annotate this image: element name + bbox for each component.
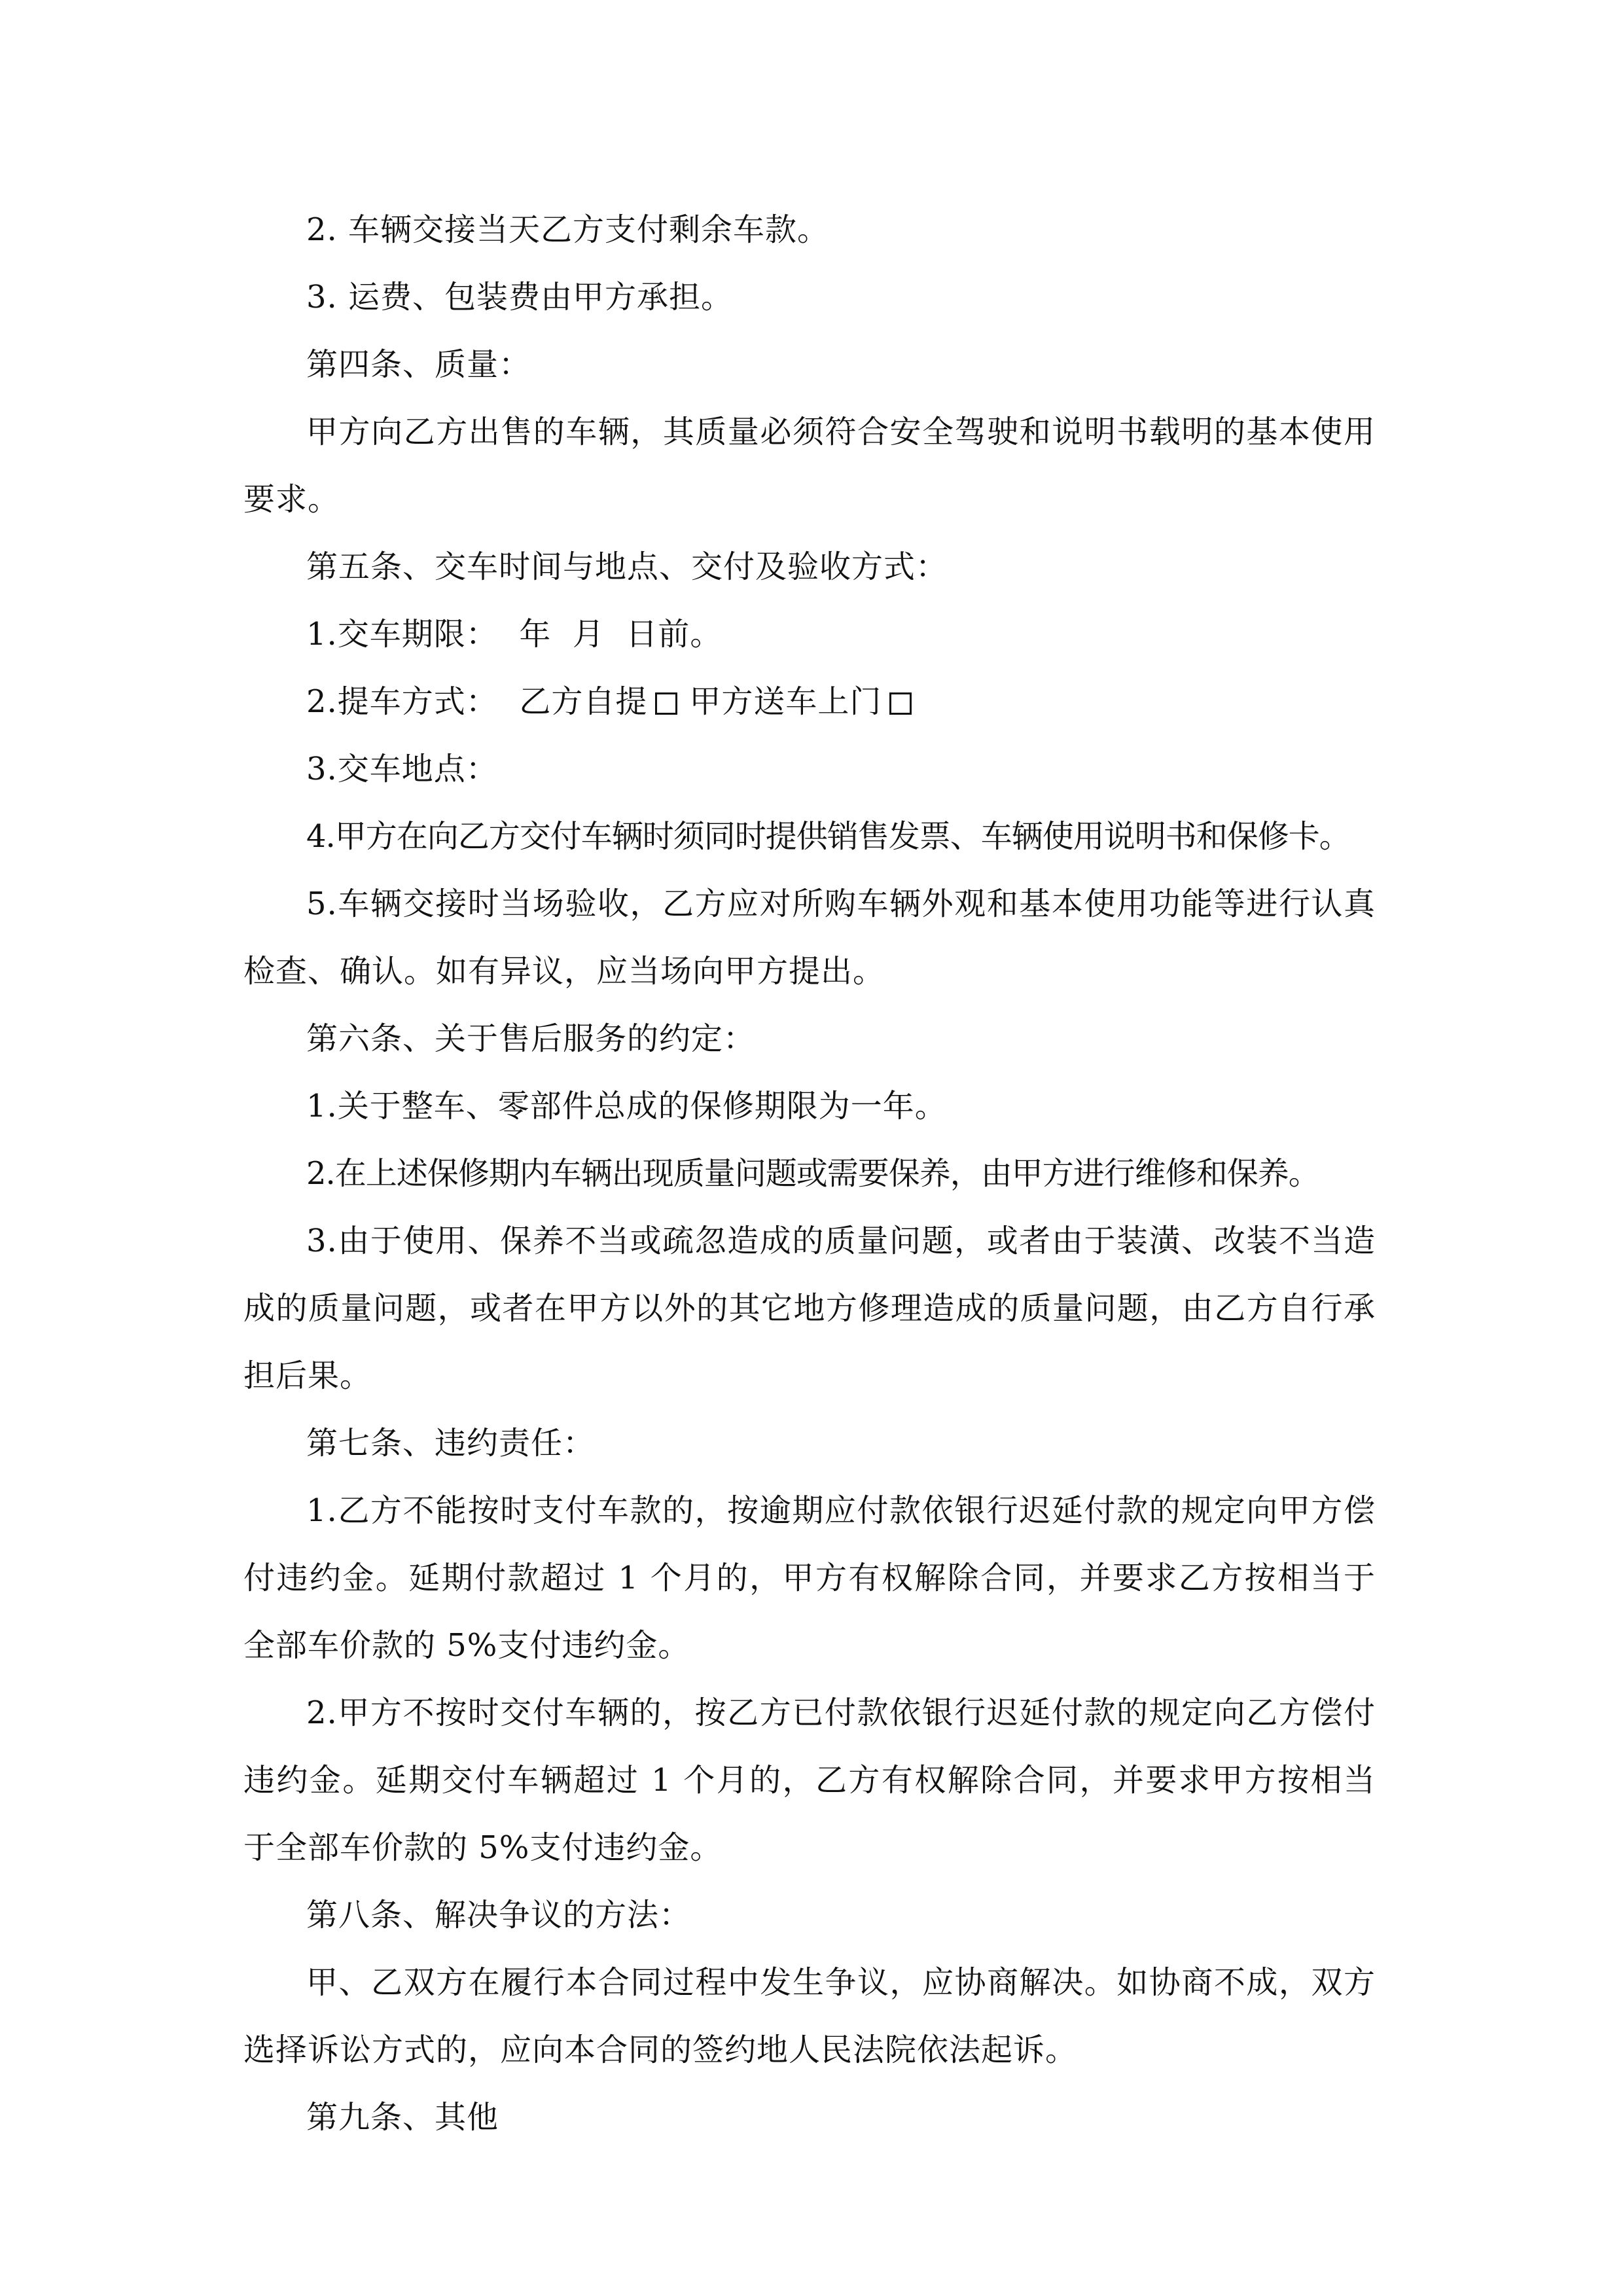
paragraph-dispute: 甲、乙双方在履行本合同过程中发生争议，应协商解决。如协商不成，双方选择诉讼方式的，应向本合同的签约地人民法院依法起诉。 xyxy=(243,1964,1376,2068)
heading-article-6: 第六条、关于售后服务的约定： xyxy=(306,1020,756,1057)
paragraph-documents: 4.甲方在向乙方交付车辆时须同时提供销售发票、车辆使用说明书和保修卡。 xyxy=(306,818,1350,855)
paragraph-quality: 甲方向乙方出售的车辆，其质量必须符合安全驾驶和说明书载明的基本使用要求。 xyxy=(243,414,1376,518)
contract-body xyxy=(243,196,1376,2151)
home-delivery-checkbox[interactable] xyxy=(889,692,912,715)
paragraph-warranty-service: 2.在上述保修期内车辆出现质量问题或需要保养，由甲方进行维修和保养。 xyxy=(306,1155,1319,1192)
paragraph-freight: 3. 运费、包装费由甲方承担。 xyxy=(306,279,734,315)
paragraph-delivery-payment: 2. 车辆交接当天乙方支付剩余车款。 xyxy=(306,211,830,248)
pickup-label: 2.提车方式： 乙方自提 xyxy=(306,683,648,720)
paragraph-warranty-period: 1.关于整车、零部件总成的保修期限为一年。 xyxy=(306,1088,947,1124)
heading-article-9: 第九条、其他 xyxy=(306,2099,499,2136)
paragraph-pickup-method xyxy=(243,668,1376,736)
paragraph-delivery-location: 3.交车地点： xyxy=(306,751,498,787)
paragraph-seller-breach: 2.甲方不按时交付车辆的，按乙方已付款依银行迟延付款的规定向乙方偿付违约金。延期交付车辆超过 1 个月的，乙方有权解除合同，并要求甲方按相当于全部车价款的 5%支付违约金。 xyxy=(243,1695,1376,1866)
self-pickup-checkbox[interactable] xyxy=(655,692,677,715)
paragraph-delivery-deadline: 1.交车期限： 年 月 日前。 xyxy=(306,616,722,653)
paragraph-inspection: 5.车辆交接时当场验收，乙方应对所购车辆外观和基本使用功能等进行认真检查、确认。如有异议，应当场向甲方提出。 xyxy=(243,886,1376,990)
heading-article-4: 第四条、质量： xyxy=(306,346,531,383)
paragraph-buyer-breach: 1.乙方不能按时支付车款的，按逾期应付款依银行迟延付款的规定向甲方偿付违约金。延期付款超过 1 个月的，甲方有权解除合同，并要求乙方按相当于全部车价款的 5%支付违约金。 xyxy=(243,1492,1376,1664)
heading-article-8: 第八条、解决争议的方法： xyxy=(306,1897,692,1933)
pickup-option-delivery: 甲方送车上门 xyxy=(689,683,882,720)
heading-article-5: 第五条、交车时间与地点、交付及验收方式： xyxy=(306,548,948,585)
heading-article-7: 第七条、违约责任： xyxy=(306,1425,596,1462)
paragraph-warranty-exclusion: 3.由于使用、保养不当或疏忽造成的质量问题，或者由于装潢、改装不当造成的质量问题，或者在甲方以外的其它地方修理造成的质量问题，由乙方自行承担后果。 xyxy=(243,1223,1376,1394)
